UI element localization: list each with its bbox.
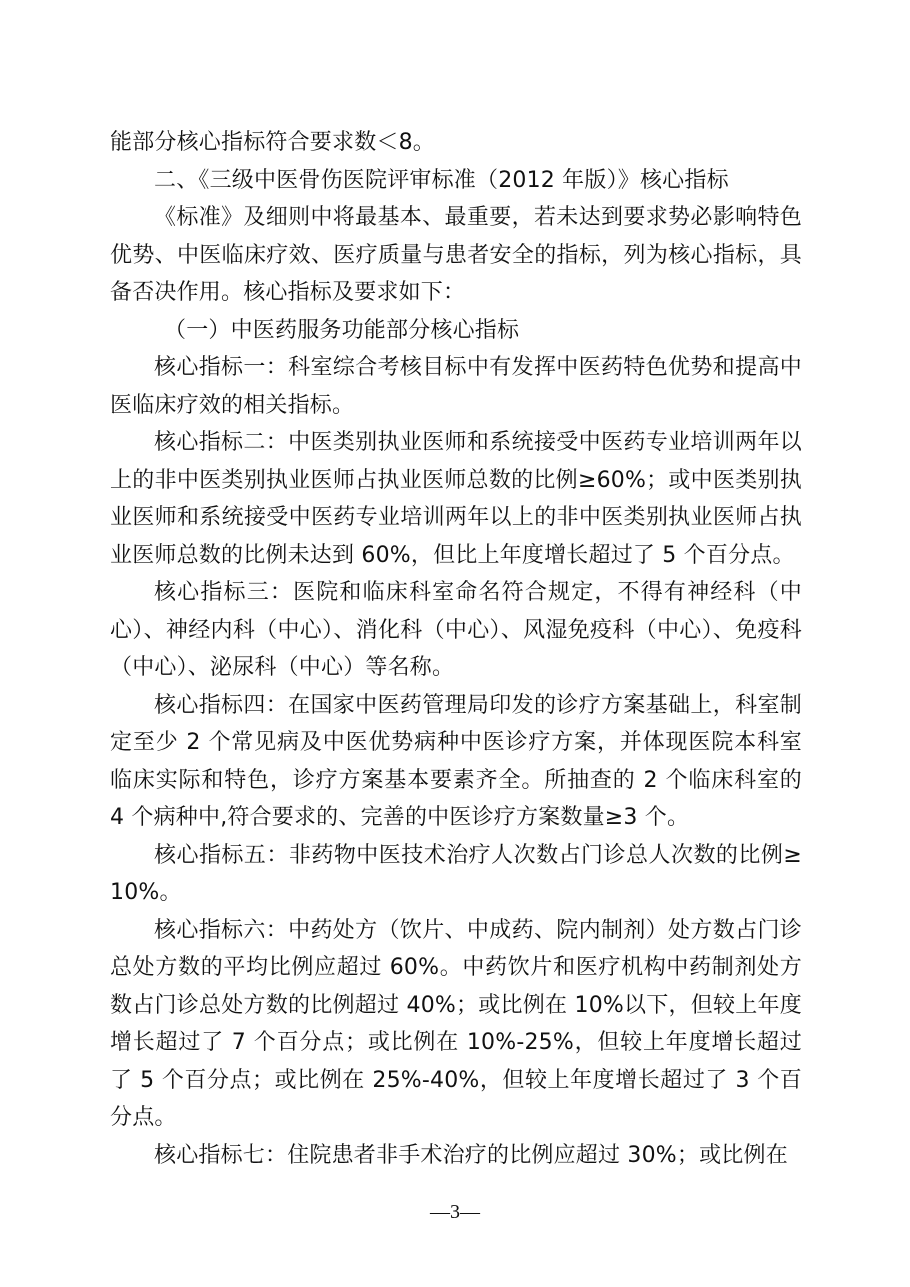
document-body [110,124,802,1174]
core-indicator-5: 核心指标五：非药物中医技术治疗人次数占门诊总人次数的比例≥10%。 [110,842,802,905]
page-number: —3— [430,1201,480,1223]
subsection-heading: （一）中医药服务功能部分核心指标 [164,317,520,343]
core-indicator-6: 核心指标六：中药处方（饮片、中成药、院内制剂）处方数占门诊总处方数的平均比例应超过 60%。中药饮片和医疗机构中药制剂处方数占门诊总处方数的比例超过 40%；或比例在 10%以下，但较上年度增长超过了 7 个百分点；或比例在 10%-25%，但较上年度增长超过了 5 个百分点；或比例在 25%-40%，但较上年度增长超过了 3 个百分点。 [110,917,802,1130]
core-indicator-3: 核心指标三：医院和临床科室命名符合规定，不得有神经科（中心）、神经内科（中心）、消化科（中心）、风湿免疫科（中心）、免疫科（中心）、泌尿科（中心）等名称。 [110,580,802,680]
core-indicator-1: 核心指标一：科室综合考核目标中有发挥中医药特色优势和提高中医临床疗效的相关指标。 [110,355,802,418]
core-indicator-4: 核心指标四：在国家中医药管理局印发的诊疗方案基础上，科室制定至少 2 个常见病及中医优势病种中医诊疗方案，并体现医院本科室临床实际和特色，诊疗方案基本要素齐全。所抽查的 2 个临床科室的 4 个病种中,符合要求的、完善的中医诊疗方案数量≥3 个。 [110,692,802,830]
core-indicator-2: 核心指标二：中医类别执业医师和系统接受中医药专业培训两年以上的非中医类别执业医师占执业医师总数的比例≥60%；或中医类别执业医师和系统接受中医药专业培训两年以上的非中医类别执业医师占执业医师总数的比例未达到 60%，但比上年度增长超过了 5 个百分点。 [110,430,802,568]
paragraph-intro: 《标准》及细则中将最基本、最重要，若未达到要求势必影响特色优势、中医临床疗效、医疗质量与患者安全的指标，列为核心指标，具备否决作用。核心指标及要求如下： [110,205,802,305]
section-heading: 二、《三级中医骨伤医院评审标准（2012 年版）》核心指标 [154,167,729,193]
paragraph-continuation: 能部分核心指标符合要求数＜8。 [110,130,435,155]
core-indicator-7: 核心指标七：住院患者非手术治疗的比例应超过 30%；或比例在 [154,1142,788,1168]
